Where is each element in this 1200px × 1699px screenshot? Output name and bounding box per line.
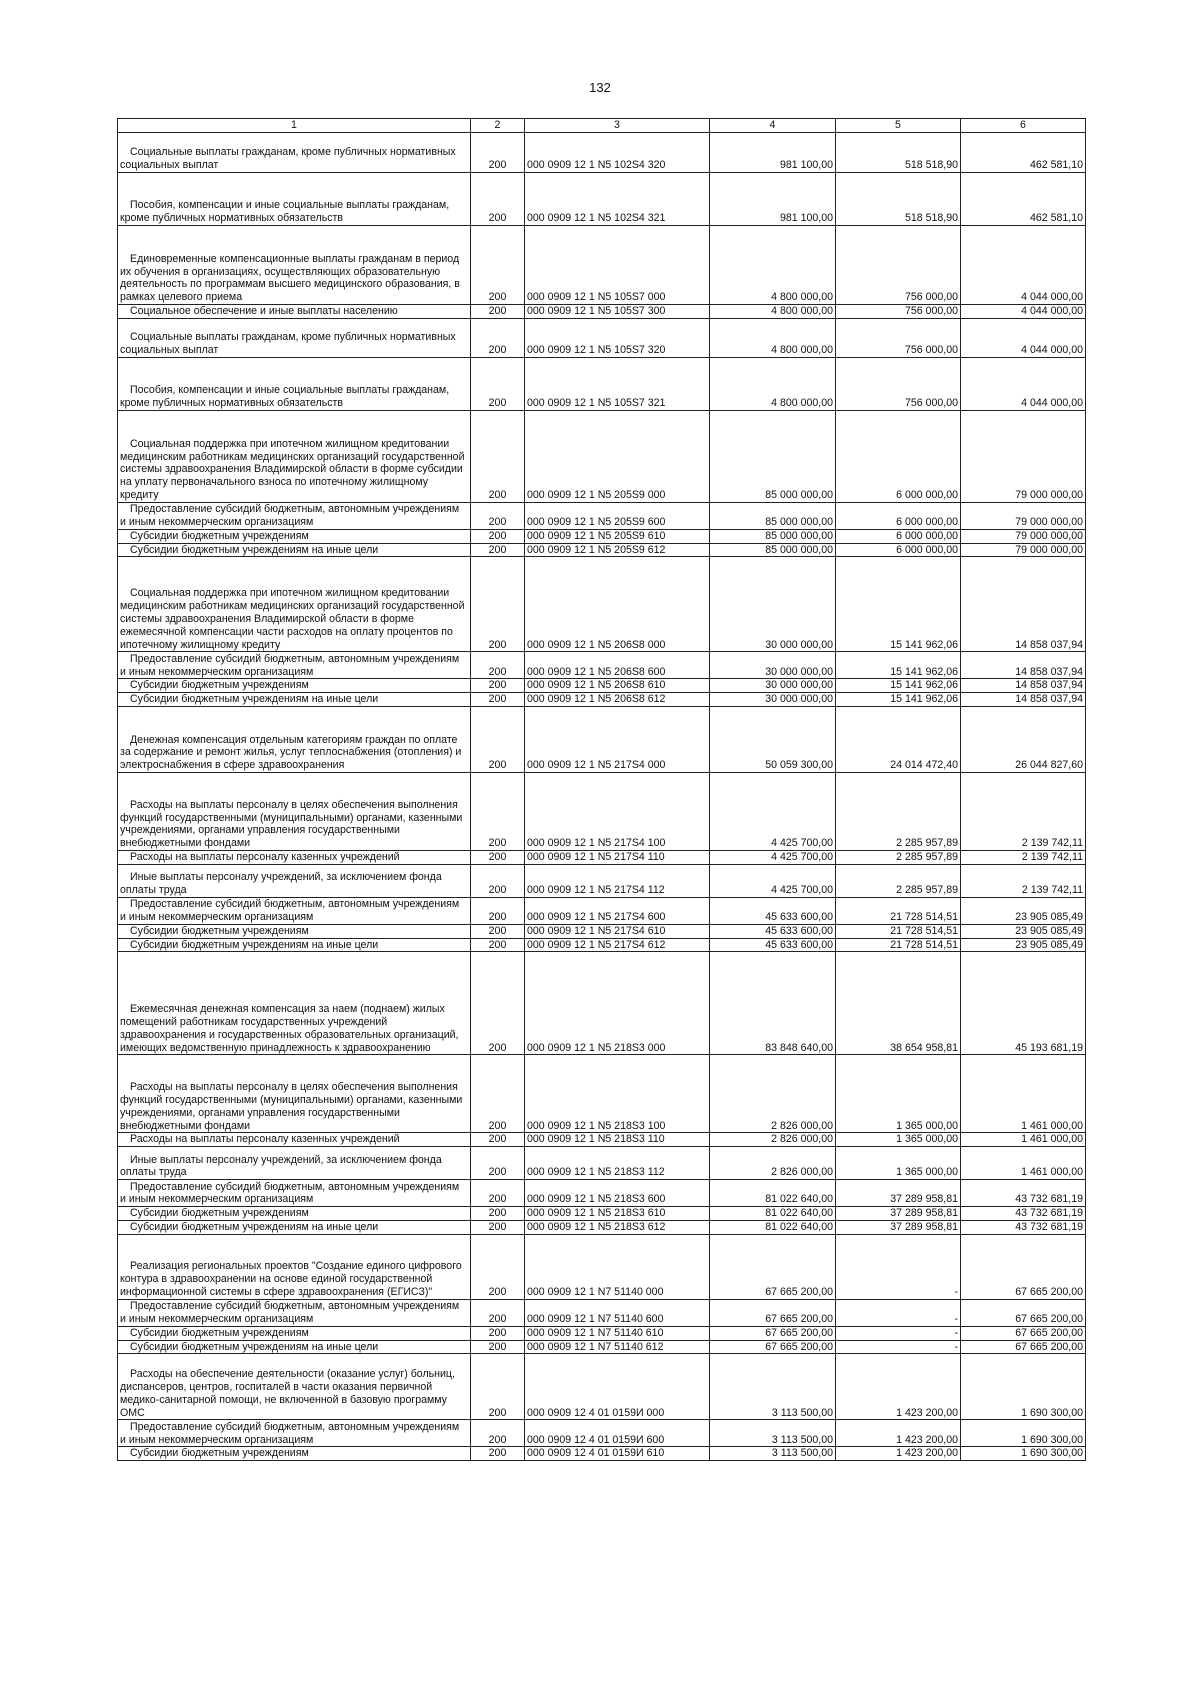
row-executed-cell: 21 728 514,51 bbox=[836, 897, 961, 924]
row-code-cell: 000 0909 12 1 N7 51140 612 bbox=[525, 1340, 710, 1354]
row-code-cell: 000 0909 12 1 N5 206S8 600 bbox=[525, 652, 710, 679]
row-name-cell: Расходы на выплаты персоналу казенных учреждений bbox=[118, 850, 471, 864]
row-approved-cell: 981 100,00 bbox=[710, 133, 836, 173]
row-name-cell: Расходы на выплаты персоналу в целях обеспечения выполнения функций государственными (муниципальными) органами, казенными учреждениями, органами управления государственными внебюджетными фондами bbox=[118, 1055, 471, 1133]
row-approved-cell: 981 100,00 bbox=[710, 173, 836, 226]
row-ver-cell: 200 bbox=[471, 133, 525, 173]
row-name-cell: Субсидии бюджетным учреждениям bbox=[118, 1326, 471, 1340]
row-name-cell: Социальные выплаты гражданам, кроме публичных нормативных социальных выплат bbox=[118, 133, 471, 173]
row-approved-cell: 50 059 300,00 bbox=[710, 706, 836, 772]
row-name-cell: Предоставление субсидий бюджетным, автономным учреждениям и иным некоммерческим организациям bbox=[118, 652, 471, 679]
row-ver-cell: 200 bbox=[471, 1354, 525, 1420]
row-approved-cell: 67 665 200,00 bbox=[710, 1299, 836, 1326]
row-executed-cell: - bbox=[836, 1299, 961, 1326]
row-ver-cell: 200 bbox=[471, 1180, 525, 1207]
table-row bbox=[118, 1133, 1086, 1147]
row-remainder-cell: 14 858 037,94 bbox=[961, 557, 1086, 652]
column-header: 5 bbox=[836, 119, 961, 133]
row-executed-cell: 1 423 200,00 bbox=[836, 1354, 961, 1420]
row-remainder-cell: 79 000 000,00 bbox=[961, 502, 1086, 529]
row-ver-cell: 200 bbox=[471, 226, 525, 305]
row-remainder-cell: 462 581,10 bbox=[961, 173, 1086, 226]
row-approved-cell: 67 665 200,00 bbox=[710, 1340, 836, 1354]
row-approved-cell: 2 826 000,00 bbox=[710, 1133, 836, 1147]
column-header: 4 bbox=[710, 119, 836, 133]
row-executed-cell: 15 141 962,06 bbox=[836, 693, 961, 707]
column-header: 2 bbox=[471, 119, 525, 133]
row-remainder-cell: 23 905 085,49 bbox=[961, 924, 1086, 938]
row-ver-cell: 200 bbox=[471, 1147, 525, 1180]
row-executed-cell: 756 000,00 bbox=[836, 357, 961, 410]
row-approved-cell: 4 800 000,00 bbox=[710, 305, 836, 319]
row-remainder-cell: 1 461 000,00 bbox=[961, 1055, 1086, 1133]
row-ver-cell: 200 bbox=[471, 173, 525, 226]
row-ver-cell: 200 bbox=[471, 693, 525, 707]
row-code-cell: 000 0909 12 1 N5 205S9 612 bbox=[525, 543, 710, 557]
row-remainder-cell: 43 732 681,19 bbox=[961, 1207, 1086, 1221]
row-ver-cell: 200 bbox=[471, 897, 525, 924]
budget-table bbox=[117, 118, 1086, 1461]
row-name-cell: Ежемесячная денежная компенсация за наем (поднаем) жилых помещений работникам государственных учреждений здравоохранения и государственных образовательных организаций, имеющих ведомственную принадлежность к здравоохранению bbox=[118, 952, 471, 1055]
table-row bbox=[118, 1220, 1086, 1234]
table-row bbox=[118, 1234, 1086, 1299]
table-row bbox=[118, 1340, 1086, 1354]
row-approved-cell: 81 022 640,00 bbox=[710, 1220, 836, 1234]
row-remainder-cell: 4 044 000,00 bbox=[961, 357, 1086, 410]
row-executed-cell: 24 014 472,40 bbox=[836, 706, 961, 772]
row-approved-cell: 30 000 000,00 bbox=[710, 693, 836, 707]
row-executed-cell: 2 285 957,89 bbox=[836, 864, 961, 897]
table-row bbox=[118, 543, 1086, 557]
row-approved-cell: 67 665 200,00 bbox=[710, 1234, 836, 1299]
row-approved-cell: 85 000 000,00 bbox=[710, 410, 836, 502]
row-approved-cell: 81 022 640,00 bbox=[710, 1207, 836, 1221]
row-executed-cell: 6 000 000,00 bbox=[836, 502, 961, 529]
row-remainder-cell: 26 044 827,60 bbox=[961, 706, 1086, 772]
table-row bbox=[118, 1207, 1086, 1221]
row-code-cell: 000 0909 12 1 N5 218S3 612 bbox=[525, 1220, 710, 1234]
row-executed-cell: 15 141 962,06 bbox=[836, 652, 961, 679]
row-ver-cell: 200 bbox=[471, 1207, 525, 1221]
row-executed-cell: 21 728 514,51 bbox=[836, 924, 961, 938]
table-row bbox=[118, 133, 1086, 173]
row-remainder-cell: 67 665 200,00 bbox=[961, 1299, 1086, 1326]
row-ver-cell: 200 bbox=[471, 1234, 525, 1299]
row-approved-cell: 4 425 700,00 bbox=[710, 772, 836, 850]
row-name-cell: Социальная поддержка при ипотечном жилищном кредитовании медицинским работникам медицинских организаций государственной системы здравоохранения Владимирской области в форме субсидии на уплату первоначального взноса по ипотечному жилищному кредиту bbox=[118, 410, 471, 502]
row-executed-cell: 21 728 514,51 bbox=[836, 938, 961, 952]
row-ver-cell: 200 bbox=[471, 1055, 525, 1133]
row-name-cell: Социальные выплаты гражданам, кроме публичных нормативных социальных выплат bbox=[118, 318, 471, 357]
page-number: 132 bbox=[589, 80, 611, 95]
row-executed-cell: 518 518,90 bbox=[836, 173, 961, 226]
row-code-cell: 000 0909 12 1 N5 218S3 112 bbox=[525, 1147, 710, 1180]
table-row bbox=[118, 173, 1086, 226]
row-ver-cell: 200 bbox=[471, 1220, 525, 1234]
table-row bbox=[118, 1447, 1086, 1461]
row-ver-cell: 200 bbox=[471, 305, 525, 319]
row-name-cell: Предоставление субсидий бюджетным, автономным учреждениям и иным некоммерческим организациям bbox=[118, 1299, 471, 1326]
table-row bbox=[118, 1055, 1086, 1133]
column-header: 6 bbox=[961, 119, 1086, 133]
row-code-cell: 000 0909 12 1 N5 218S3 000 bbox=[525, 952, 710, 1055]
table-row bbox=[118, 226, 1086, 305]
row-approved-cell: 4 800 000,00 bbox=[710, 226, 836, 305]
row-code-cell: 000 0909 12 4 01 0159И 610 bbox=[525, 1447, 710, 1461]
row-remainder-cell: 79 000 000,00 bbox=[961, 543, 1086, 557]
row-executed-cell: 37 289 958,81 bbox=[836, 1220, 961, 1234]
row-ver-cell: 200 bbox=[471, 952, 525, 1055]
row-name-cell: Субсидии бюджетным учреждениям на иные цели bbox=[118, 1220, 471, 1234]
row-remainder-cell: 67 665 200,00 bbox=[961, 1234, 1086, 1299]
row-remainder-cell: 1 461 000,00 bbox=[961, 1133, 1086, 1147]
table-row bbox=[118, 938, 1086, 952]
row-remainder-cell: 2 139 742,11 bbox=[961, 850, 1086, 864]
row-executed-cell: 1 423 200,00 bbox=[836, 1420, 961, 1447]
row-name-cell: Расходы на выплаты персоналу в целях обеспечения выполнения функций государственными (муниципальными) органами, казенными учреждениями, органами управления государственными внебюджетными фондами bbox=[118, 772, 471, 850]
row-remainder-cell: 79 000 000,00 bbox=[961, 529, 1086, 543]
row-executed-cell: 2 285 957,89 bbox=[836, 850, 961, 864]
row-approved-cell: 30 000 000,00 bbox=[710, 652, 836, 679]
row-ver-cell: 200 bbox=[471, 864, 525, 897]
table-row bbox=[118, 357, 1086, 410]
row-name-cell: Единовременные компенсационные выплаты гражданам в период их обучения в организациях, осуществляющих образовательную деятельность по программам высшего медицинского образования, в рамках целевого приема bbox=[118, 226, 471, 305]
row-name-cell: Пособия, компенсации и иные социальные выплаты гражданам, кроме публичных нормативных обязательств bbox=[118, 357, 471, 410]
row-remainder-cell: 1 690 300,00 bbox=[961, 1447, 1086, 1461]
row-executed-cell: 2 285 957,89 bbox=[836, 772, 961, 850]
row-executed-cell: - bbox=[836, 1326, 961, 1340]
row-code-cell: 000 0909 12 1 N5 218S3 110 bbox=[525, 1133, 710, 1147]
table-row bbox=[118, 1420, 1086, 1447]
row-name-cell: Предоставление субсидий бюджетным, автономным учреждениям и иным некоммерческим организациям bbox=[118, 1420, 471, 1447]
row-ver-cell: 200 bbox=[471, 357, 525, 410]
row-ver-cell: 200 bbox=[471, 410, 525, 502]
row-executed-cell: 6 000 000,00 bbox=[836, 529, 961, 543]
row-remainder-cell: 4 044 000,00 bbox=[961, 226, 1086, 305]
row-approved-cell: 2 826 000,00 bbox=[710, 1055, 836, 1133]
row-ver-cell: 200 bbox=[471, 543, 525, 557]
row-code-cell: 000 0909 12 1 N5 217S4 000 bbox=[525, 706, 710, 772]
row-approved-cell: 85 000 000,00 bbox=[710, 543, 836, 557]
row-approved-cell: 2 826 000,00 bbox=[710, 1147, 836, 1180]
row-ver-cell: 200 bbox=[471, 772, 525, 850]
row-remainder-cell: 1 690 300,00 bbox=[961, 1354, 1086, 1420]
row-executed-cell: 6 000 000,00 bbox=[836, 410, 961, 502]
row-code-cell: 000 0909 12 1 N5 105S7 300 bbox=[525, 305, 710, 319]
row-name-cell: Субсидии бюджетным учреждениям на иные цели bbox=[118, 938, 471, 952]
table-row bbox=[118, 864, 1086, 897]
row-executed-cell: 518 518,90 bbox=[836, 133, 961, 173]
row-code-cell: 000 0909 12 1 N5 218S3 610 bbox=[525, 1207, 710, 1221]
row-approved-cell: 4 425 700,00 bbox=[710, 864, 836, 897]
row-name-cell: Денежная компенсация отдельным категориям граждан по оплате за содержание и ремонт жилья, услуг теплоснабжения (отопления) и электроснабжения в сфере здравоохранения bbox=[118, 706, 471, 772]
row-approved-cell: 81 022 640,00 bbox=[710, 1180, 836, 1207]
row-approved-cell: 30 000 000,00 bbox=[710, 557, 836, 652]
table-row bbox=[118, 305, 1086, 319]
table-row bbox=[118, 1147, 1086, 1180]
row-name-cell: Субсидии бюджетным учреждениям bbox=[118, 1207, 471, 1221]
row-code-cell: 000 0909 12 1 N5 206S8 000 bbox=[525, 557, 710, 652]
row-name-cell: Субсидии бюджетным учреждениям bbox=[118, 679, 471, 693]
row-approved-cell: 3 113 500,00 bbox=[710, 1420, 836, 1447]
row-approved-cell: 67 665 200,00 bbox=[710, 1326, 836, 1340]
row-executed-cell: 756 000,00 bbox=[836, 305, 961, 319]
row-executed-cell: 38 654 958,81 bbox=[836, 952, 961, 1055]
row-name-cell: Иные выплаты персоналу учреждений, за исключением фонда оплаты труда bbox=[118, 1147, 471, 1180]
row-remainder-cell: 79 000 000,00 bbox=[961, 410, 1086, 502]
row-executed-cell: 1 365 000,00 bbox=[836, 1055, 961, 1133]
row-code-cell: 000 0909 12 1 N5 105S7 320 bbox=[525, 318, 710, 357]
row-name-cell: Социальная поддержка при ипотечном жилищном кредитовании медицинским работникам медицинских организаций государственной системы здравоохранения Владимирской области в форме ежемесячной компенсации части расходов на оплату процентов по ипотечному жилищному кредиту bbox=[118, 557, 471, 652]
row-executed-cell: 37 289 958,81 bbox=[836, 1207, 961, 1221]
row-name-cell: Предоставление субсидий бюджетным, автономным учреждениям и иным некоммерческим организациям bbox=[118, 1180, 471, 1207]
table-row bbox=[118, 1299, 1086, 1326]
row-approved-cell: 3 113 500,00 bbox=[710, 1354, 836, 1420]
row-name-cell: Расходы на выплаты персоналу казенных учреждений bbox=[118, 1133, 471, 1147]
table-row bbox=[118, 772, 1086, 850]
row-ver-cell: 200 bbox=[471, 652, 525, 679]
row-name-cell: Субсидии бюджетным учреждениям bbox=[118, 924, 471, 938]
row-name-cell: Пособия, компенсации и иные социальные выплаты гражданам, кроме публичных нормативных обязательств bbox=[118, 173, 471, 226]
row-approved-cell: 45 633 600,00 bbox=[710, 924, 836, 938]
table-row bbox=[118, 679, 1086, 693]
row-name-cell: Социальное обеспечение и иные выплаты населению bbox=[118, 305, 471, 319]
row-code-cell: 000 0909 12 1 N5 102S4 320 bbox=[525, 133, 710, 173]
row-remainder-cell: 2 139 742,11 bbox=[961, 864, 1086, 897]
row-remainder-cell: 43 732 681,19 bbox=[961, 1220, 1086, 1234]
row-remainder-cell: 67 665 200,00 bbox=[961, 1340, 1086, 1354]
row-name-cell: Субсидии бюджетным учреждениям bbox=[118, 1447, 471, 1461]
row-approved-cell: 3 113 500,00 bbox=[710, 1447, 836, 1461]
table-header-row bbox=[118, 119, 1086, 133]
row-remainder-cell: 43 732 681,19 bbox=[961, 1180, 1086, 1207]
row-remainder-cell: 4 044 000,00 bbox=[961, 318, 1086, 357]
row-remainder-cell: 67 665 200,00 bbox=[961, 1326, 1086, 1340]
row-remainder-cell: 14 858 037,94 bbox=[961, 693, 1086, 707]
row-name-cell: Субсидии бюджетным учреждениям на иные цели bbox=[118, 543, 471, 557]
row-code-cell: 000 0909 12 1 N5 206S8 612 bbox=[525, 693, 710, 707]
row-remainder-cell: 1 690 300,00 bbox=[961, 1420, 1086, 1447]
row-code-cell: 000 0909 12 1 N5 218S3 100 bbox=[525, 1055, 710, 1133]
row-ver-cell: 200 bbox=[471, 938, 525, 952]
row-executed-cell: 1 423 200,00 bbox=[836, 1447, 961, 1461]
row-code-cell: 000 0909 12 1 N7 51140 600 bbox=[525, 1299, 710, 1326]
table-row bbox=[118, 924, 1086, 938]
row-executed-cell: 6 000 000,00 bbox=[836, 543, 961, 557]
table-row bbox=[118, 897, 1086, 924]
table-row bbox=[118, 410, 1086, 502]
row-code-cell: 000 0909 12 1 N5 217S4 100 bbox=[525, 772, 710, 850]
table-row bbox=[118, 1326, 1086, 1340]
row-name-cell: Реализация региональных проектов "Создание единого цифрового контура в здравоохранении на основе единой государственной информационной системы в сфере здравоохранения (ЕГИСЗ)" bbox=[118, 1234, 471, 1299]
row-remainder-cell: 2 139 742,11 bbox=[961, 772, 1086, 850]
row-remainder-cell: 23 905 085,49 bbox=[961, 938, 1086, 952]
row-approved-cell: 45 633 600,00 bbox=[710, 938, 836, 952]
row-code-cell: 000 0909 12 1 N5 218S3 600 bbox=[525, 1180, 710, 1207]
row-remainder-cell: 45 193 681,19 bbox=[961, 952, 1086, 1055]
table-row bbox=[118, 318, 1086, 357]
row-approved-cell: 4 800 000,00 bbox=[710, 357, 836, 410]
table-row bbox=[118, 502, 1086, 529]
row-name-cell: Предоставление субсидий бюджетным, автономным учреждениям и иным некоммерческим организациям bbox=[118, 897, 471, 924]
row-approved-cell: 45 633 600,00 bbox=[710, 897, 836, 924]
row-code-cell: 000 0909 12 1 N5 217S4 610 bbox=[525, 924, 710, 938]
row-ver-cell: 200 bbox=[471, 1326, 525, 1340]
row-approved-cell: 85 000 000,00 bbox=[710, 502, 836, 529]
row-name-cell: Субсидии бюджетным учреждениям на иные цели bbox=[118, 1340, 471, 1354]
row-ver-cell: 200 bbox=[471, 502, 525, 529]
row-code-cell: 000 0909 12 1 N5 205S9 610 bbox=[525, 529, 710, 543]
row-executed-cell: 1 365 000,00 bbox=[836, 1147, 961, 1180]
row-executed-cell: - bbox=[836, 1340, 961, 1354]
row-name-cell: Субсидии бюджетным учреждениям bbox=[118, 529, 471, 543]
row-approved-cell: 4 800 000,00 bbox=[710, 318, 836, 357]
row-ver-cell: 200 bbox=[471, 1299, 525, 1326]
table-row bbox=[118, 1180, 1086, 1207]
row-ver-cell: 200 bbox=[471, 850, 525, 864]
row-code-cell: 000 0909 12 1 N7 51140 610 bbox=[525, 1326, 710, 1340]
row-ver-cell: 200 bbox=[471, 318, 525, 357]
row-code-cell: 000 0909 12 1 N5 217S4 612 bbox=[525, 938, 710, 952]
row-ver-cell: 200 bbox=[471, 557, 525, 652]
table-row bbox=[118, 952, 1086, 1055]
row-code-cell: 000 0909 12 1 N5 105S7 321 bbox=[525, 357, 710, 410]
row-ver-cell: 200 bbox=[471, 1340, 525, 1354]
table-row bbox=[118, 850, 1086, 864]
row-ver-cell: 200 bbox=[471, 1420, 525, 1447]
row-code-cell: 000 0909 12 1 N5 205S9 600 bbox=[525, 502, 710, 529]
table-row bbox=[118, 693, 1086, 707]
row-executed-cell: 15 141 962,06 bbox=[836, 557, 961, 652]
row-executed-cell: 756 000,00 bbox=[836, 318, 961, 357]
row-name-cell: Предоставление субсидий бюджетным, автономным учреждениям и иным некоммерческим организациям bbox=[118, 502, 471, 529]
row-ver-cell: 200 bbox=[471, 924, 525, 938]
row-code-cell: 000 0909 12 1 N5 205S9 000 bbox=[525, 410, 710, 502]
table-row bbox=[118, 557, 1086, 652]
row-code-cell: 000 0909 12 1 N5 217S4 600 bbox=[525, 897, 710, 924]
row-code-cell: 000 0909 12 4 01 0159И 000 bbox=[525, 1354, 710, 1420]
row-executed-cell: 1 365 000,00 bbox=[836, 1133, 961, 1147]
table-row bbox=[118, 1354, 1086, 1420]
row-executed-cell: - bbox=[836, 1234, 961, 1299]
row-code-cell: 000 0909 12 1 N5 105S7 000 bbox=[525, 226, 710, 305]
row-ver-cell: 200 bbox=[471, 529, 525, 543]
row-approved-cell: 83 848 640,00 bbox=[710, 952, 836, 1055]
table-row bbox=[118, 706, 1086, 772]
row-ver-cell: 200 bbox=[471, 1133, 525, 1147]
row-ver-cell: 200 bbox=[471, 1447, 525, 1461]
row-code-cell: 000 0909 12 1 N7 51140 000 bbox=[525, 1234, 710, 1299]
row-approved-cell: 4 425 700,00 bbox=[710, 850, 836, 864]
row-code-cell: 000 0909 12 4 01 0159И 600 bbox=[525, 1420, 710, 1447]
row-executed-cell: 15 141 962,06 bbox=[836, 679, 961, 693]
row-remainder-cell: 14 858 037,94 bbox=[961, 652, 1086, 679]
row-remainder-cell: 462 581,10 bbox=[961, 133, 1086, 173]
row-executed-cell: 37 289 958,81 bbox=[836, 1180, 961, 1207]
row-ver-cell: 200 bbox=[471, 679, 525, 693]
column-header: 1 bbox=[118, 119, 471, 133]
row-ver-cell: 200 bbox=[471, 706, 525, 772]
table-row bbox=[118, 529, 1086, 543]
row-code-cell: 000 0909 12 1 N5 206S8 610 bbox=[525, 679, 710, 693]
row-name-cell: Расходы на обеспечение деятельности (оказание услуг) больниц, диспансеров, центров, госпиталей в части оказания первичной медико-санитарной помощи, не включенной в базовую программу ОМС bbox=[118, 1354, 471, 1420]
row-code-cell: 000 0909 12 1 N5 217S4 112 bbox=[525, 864, 710, 897]
row-approved-cell: 85 000 000,00 bbox=[710, 529, 836, 543]
row-remainder-cell: 4 044 000,00 bbox=[961, 305, 1086, 319]
row-remainder-cell: 1 461 000,00 bbox=[961, 1147, 1086, 1180]
row-name-cell: Иные выплаты персоналу учреждений, за исключением фонда оплаты труда bbox=[118, 864, 471, 897]
table-row bbox=[118, 652, 1086, 679]
row-approved-cell: 30 000 000,00 bbox=[710, 679, 836, 693]
row-executed-cell: 756 000,00 bbox=[836, 226, 961, 305]
row-remainder-cell: 14 858 037,94 bbox=[961, 679, 1086, 693]
row-code-cell: 000 0909 12 1 N5 102S4 321 bbox=[525, 173, 710, 226]
row-code-cell: 000 0909 12 1 N5 217S4 110 bbox=[525, 850, 710, 864]
row-name-cell: Субсидии бюджетным учреждениям на иные цели bbox=[118, 693, 471, 707]
column-header: 3 bbox=[525, 119, 710, 133]
row-remainder-cell: 23 905 085,49 bbox=[961, 897, 1086, 924]
table-body bbox=[118, 133, 1086, 1461]
